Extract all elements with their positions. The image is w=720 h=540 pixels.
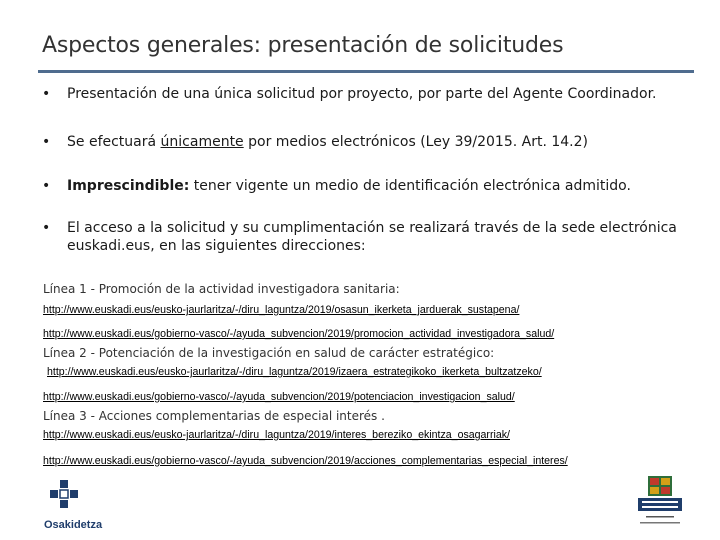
osakidetza-logo-text: Osakidetza [44,519,103,531]
line-1-link-eu[interactable]: http://www.euskadi.eus/eusko-jaurlaritza/-/diru_laguntza/2019/osasun_ikerketa_jarduerak_sustapena/ [43,304,520,316]
bullet-dot: • [42,178,51,194]
line-1-link-es[interactable]: http://www.euskadi.eus/gobierno-vasco/-/ayuda_subvencion/2019/promocion_actividad_investigadora_salud/ [43,328,555,340]
line-3-link-es[interactable]: http://www.euskadi.eus/gobierno-vasco/-/ayuda_subvencion/2019/acciones_complementarias_especial_interes/ [43,455,568,467]
bullet-text-suffix: por medios electrónicos (Ley 39/2015. Art. 14.2) [243,134,588,150]
gobierno-vasco-crest-icon [634,474,686,530]
osakidetza-emblem-icon [48,480,80,512]
bullet-text-bold: Imprescindible: [67,178,190,194]
bullet-dot: • [42,134,51,150]
bullet-dot: • [42,220,51,236]
osakidetza-logo [40,480,120,532]
gobierno-vasco-logo [634,474,686,530]
line-3-link-eu[interactable]: http://www.euskadi.eus/eusko-jaurlaritza/-/diru_laguntza/2019/interes_bereziko_ekintza_osagarriak/ [43,429,510,441]
bullet-text [67,177,707,195]
line-3-label: Línea 3 - Acciones complementarias de especial interés . [43,409,385,423]
bullet-dot: • [42,86,51,102]
line-1-label: Línea 1 - Promoción de la actividad investigadora sanitaria: [43,282,400,296]
title-underline-rule [38,70,694,73]
bullet-text [67,133,707,151]
bullet-text-suffix: tener vigente un medio de identificación electrónica admitido. [189,178,631,194]
slide-title: Aspectos generales: presentación de solicitudes [42,33,564,58]
bullet-text-prefix: Se efectuará [67,134,161,150]
line-2-label: Línea 2 - Potenciación de la investigación en salud de carácter estratégico: [43,346,495,360]
line-2-link-es[interactable]: http://www.euskadi.eus/gobierno-vasco/-/ayuda_subvencion/2019/potenciacion_investigacion_salud/ [43,391,515,403]
bullet-text: El acceso a la solicitud y su cumplimentación se realizará través de la sede electrónica euskadi.eus, en las siguientes direcciones: [67,220,677,254]
bullet-text: Presentación de una única solicitud por proyecto, por parte del Agente Coordinador. [67,86,657,102]
line-2-link-eu[interactable]: http://www.euskadi.eus/eusko-jaurlaritza/-/diru_laguntza/2019/izaera_estrategikoko_ikerketa_bultzatzeko/ [47,366,542,378]
bullet-text-underlined: únicamente [160,134,244,150]
